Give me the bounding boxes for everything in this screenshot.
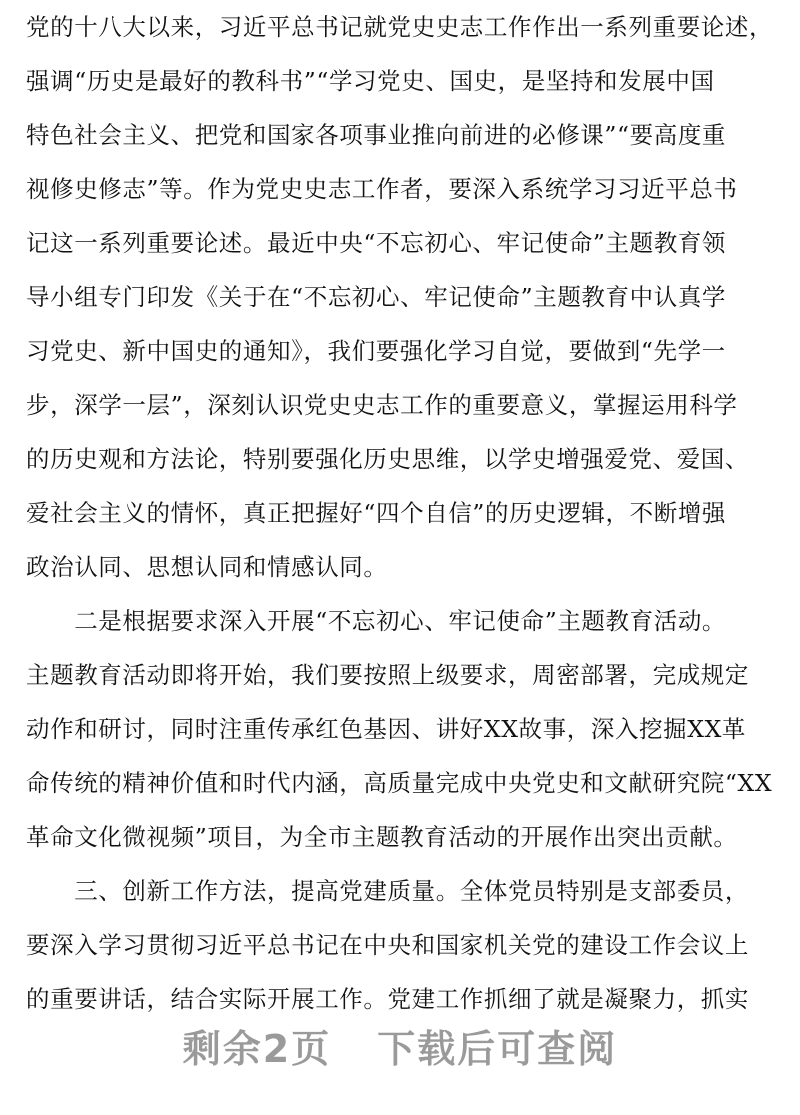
text-line: 步，深学一层”，深刻认识党史史志工作的重要意义，掌握运用科学 bbox=[26, 391, 738, 419]
text-line: 导小组专门印发《关于在“不忘初心、牢记使命”主题教育中认真学 bbox=[26, 283, 727, 311]
text-line: 动作和研讨，同时注重传承红色基因、讲好XX故事，深入挖掘XX革 bbox=[26, 715, 747, 743]
text-line: 强调“历史是最好的教科书”“学习党史、国史，是坚持和发展中国 bbox=[26, 67, 715, 95]
text-line: 命传统的精神价值和时代内涵，高质量完成中央党史和文献研究院“XX bbox=[26, 769, 773, 797]
remaining-pages-label: 剩余2页 bbox=[182, 1027, 332, 1071]
text-line: 要深入学习贯彻习近平总书记在中央和国家机关党的建设工作会议上 bbox=[26, 931, 749, 959]
text-line: 主题教育活动即将开始，我们要按照上级要求，周密部署，完成规定 bbox=[26, 661, 749, 689]
text-line: 特色社会主义、把党和国家各项事业推向前进的必修课”“要高度重 bbox=[26, 121, 727, 149]
download-prompt[interactable] bbox=[0, 1018, 800, 1073]
text-line: 习党史、新中国史的通知》，我们要强化学习自觉，要做到“先学一 bbox=[26, 337, 726, 365]
text-line: 革命文化微视频”项目，为全市主题教育活动的开展作出突出贡献。 bbox=[26, 823, 738, 851]
text-line: 党的十八大以来，习近平总书记就党史史志工作作出一系列重要论述， bbox=[26, 13, 774, 41]
text-line: 爱社会主义的情怀，真正把握好“四个自信”的历史逻辑，不断增强 bbox=[26, 499, 727, 527]
text-line: 记这一系列重要论述。最近中央“不忘初心、牢记使命”主题教育领 bbox=[26, 229, 727, 257]
document-body bbox=[26, 0, 774, 1026]
text-line: 的历史观和方法论，特别要强化历史思维，以学史增强爱党、爱国、 bbox=[26, 445, 749, 473]
text-line: 政治认同、思想认同和情感认同。 bbox=[26, 553, 388, 581]
text-line: 三、创新工作方法，提高党建质量。全体党员特别是支部委员， bbox=[26, 877, 749, 905]
text-line: 的重要讲话，结合实际开展工作。党建工作抓细了就是凝聚力，抓实 bbox=[26, 985, 749, 1013]
download-hint-label: 下载后可查阅 bbox=[377, 1027, 618, 1071]
text-line: 视修史修志”等。作为党史史志工作者，要深入系统学习习近平总书 bbox=[26, 175, 738, 203]
text-line: 二是根据要求深入开展“不忘初心、牢记使命”主题教育活动。 bbox=[26, 607, 727, 635]
